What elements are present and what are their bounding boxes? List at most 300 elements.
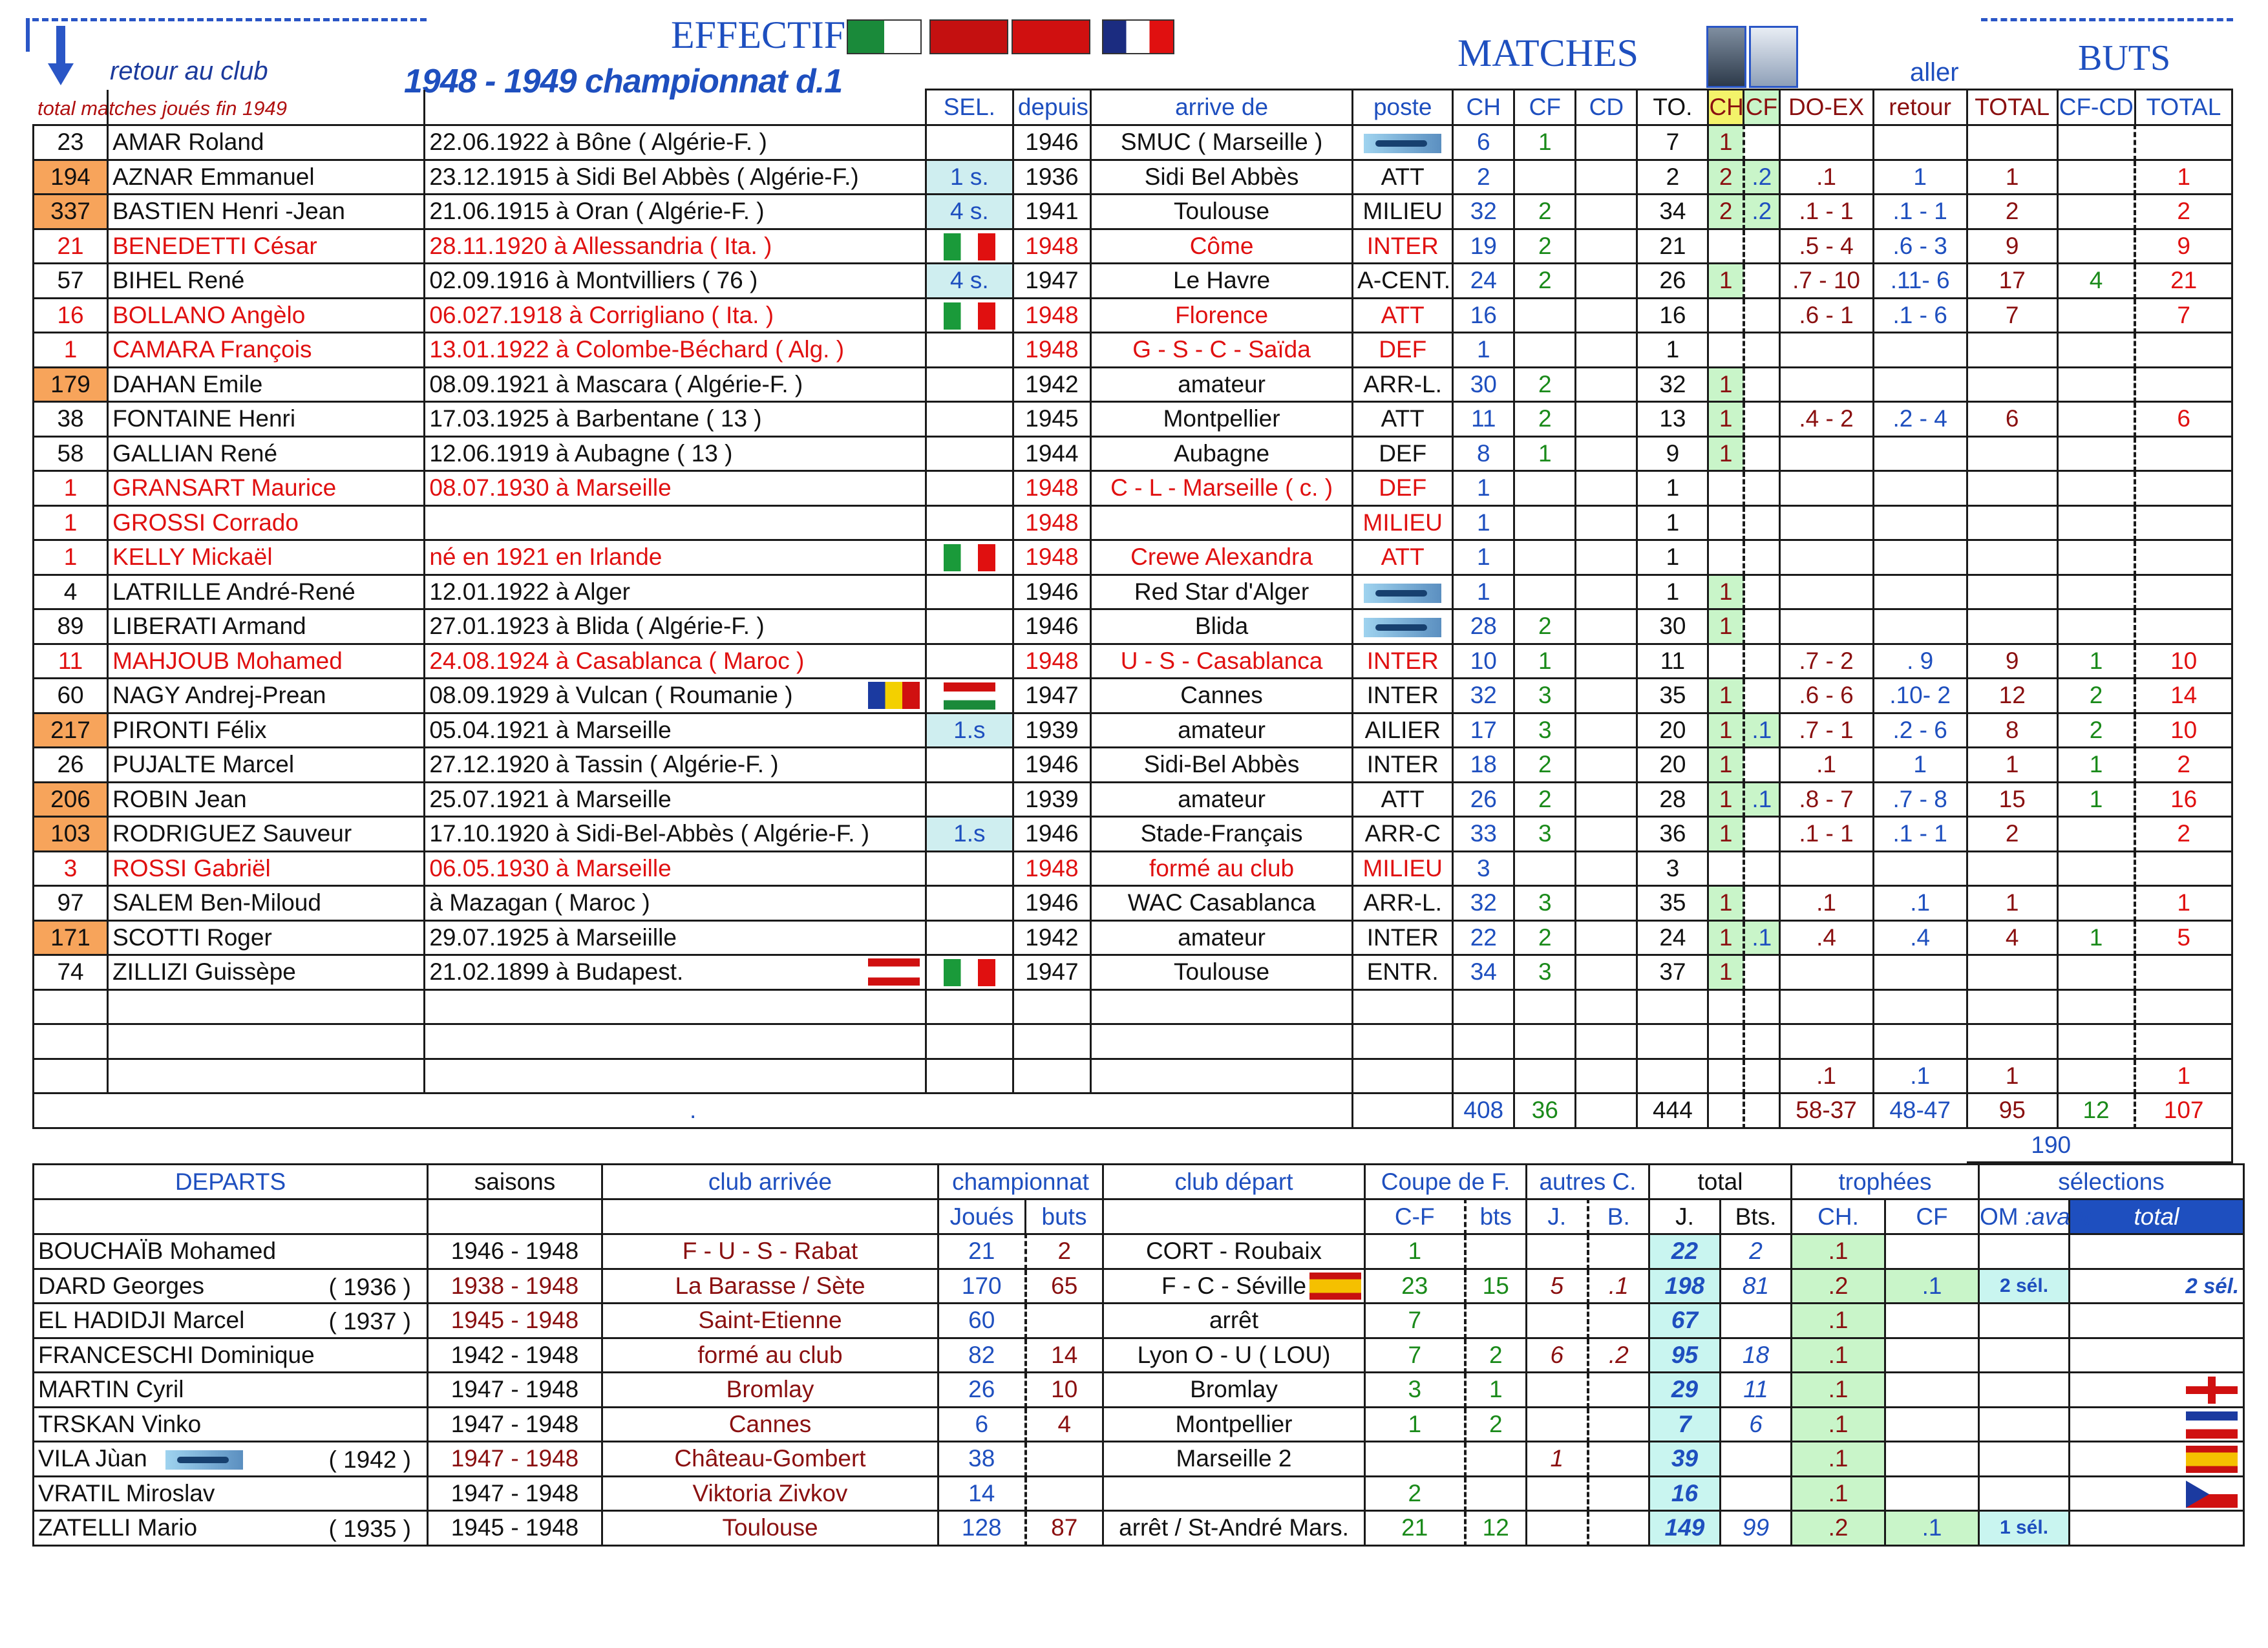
depart-sel-om	[1979, 1338, 2070, 1373]
goals-total: 12	[1967, 679, 2057, 713]
squad-cell	[425, 1059, 926, 1093]
cd-matches	[1576, 436, 1637, 471]
birth-info	[425, 471, 926, 506]
squad-cell	[34, 989, 108, 1024]
cf-matches	[1514, 298, 1576, 333]
ch-matches: 1	[1453, 505, 1514, 540]
selections	[926, 540, 1013, 575]
depart-club-depart	[1103, 1234, 1365, 1269]
down-arrow-icon[interactable]	[48, 26, 74, 85]
matches-count: 58	[34, 436, 108, 471]
squad-row[interactable]	[34, 505, 2232, 540]
grand-total-spacer	[34, 1128, 1967, 1163]
goals-doex: .1	[1779, 748, 1873, 783]
since-year: 1939	[1013, 782, 1090, 817]
squad-row[interactable]	[34, 920, 2232, 955]
airplane-icon	[1364, 584, 1441, 603]
selections: 1.s	[926, 817, 1013, 852]
birth-text: 08.09.1921 à Mascara ( Algérie-F. )	[429, 370, 803, 397]
matches-count: 16	[34, 298, 108, 333]
goals-doex: .7 - 1	[1779, 713, 1873, 748]
selections	[926, 886, 1013, 921]
col-poste: poste	[1353, 90, 1453, 125]
matches-count: 23	[34, 125, 108, 160]
ch-matches: 3	[1453, 851, 1514, 886]
squad-cell: .1	[1779, 1059, 1873, 1093]
algeria-flag-icon	[847, 19, 922, 54]
depart-buts: 10	[1026, 1373, 1103, 1408]
cf-matches: 1	[1514, 644, 1576, 679]
ch-matches: 22	[1453, 920, 1514, 955]
birth-info	[425, 125, 926, 160]
depart-name: FRANCESCHI Dominique	[38, 1341, 315, 1368]
goals-retour	[1873, 609, 1967, 644]
arrived-from: Le Havre	[1090, 264, 1352, 299]
birth-info	[425, 886, 926, 921]
depart-cf: 1	[1365, 1234, 1465, 1269]
goals-cfcd	[2057, 851, 2135, 886]
trophy-cf	[1744, 229, 1779, 264]
squad-row[interactable]	[34, 125, 2232, 160]
goals-grand-total: 1	[2135, 886, 2232, 921]
goals-total	[1967, 125, 2057, 160]
total-matches: 1	[1637, 505, 1708, 540]
championship-trophy-icon	[1706, 26, 1746, 88]
squad-row[interactable]	[34, 333, 2232, 368]
goals-retour	[1873, 436, 1967, 471]
player-name: KELLY Mickaël	[108, 540, 425, 575]
ch-matches: 28	[1453, 609, 1514, 644]
depart-autres-j: 5	[1527, 1269, 1588, 1304]
goals-retour	[1873, 367, 1967, 402]
cf-matches: 3	[1514, 817, 1576, 852]
player-name: RODRIGUEZ Sauveur	[108, 817, 425, 852]
trophy-ch	[1708, 540, 1744, 575]
birth-info	[425, 609, 926, 644]
depart-row[interactable]	[34, 1338, 2244, 1373]
aller-label: aller	[1910, 58, 1959, 87]
birth-text: à Mazagan ( Maroc )	[429, 889, 650, 916]
squad-cell	[1353, 989, 1453, 1024]
total-matches: 28	[1637, 782, 1708, 817]
ch-matches: 17	[1453, 713, 1514, 748]
depart-row[interactable]	[34, 1407, 2244, 1442]
arrived-from: amateur	[1090, 782, 1352, 817]
trophy-cf	[1744, 402, 1779, 437]
col-trophees-ch: CH.	[1792, 1199, 1885, 1234]
nationality-flag-icon	[944, 302, 995, 330]
squad-row[interactable]	[34, 609, 2232, 644]
position: MILIEU	[1353, 851, 1453, 886]
col-autres-b: B.	[1588, 1199, 1649, 1234]
matches-count: 57	[34, 264, 108, 299]
totals-ch: 408	[1453, 1093, 1514, 1128]
depart-club-depart-text: Montpellier	[1175, 1410, 1293, 1437]
departs-title: DEPARTS	[34, 1165, 428, 1199]
goals-retour	[1873, 333, 1967, 368]
matches-count: 194	[34, 160, 108, 195]
depart-trophy-cf	[1885, 1407, 1979, 1442]
cf-matches: 2	[1514, 367, 1576, 402]
squad-cell	[926, 1024, 1013, 1059]
ch-matches: 6	[1453, 125, 1514, 160]
depart-total-bts	[1721, 1304, 1792, 1338]
goals-total: 2	[1967, 195, 2057, 229]
trophy-cf: .1	[1744, 920, 1779, 955]
selections: 1 s.	[926, 160, 1013, 195]
col-ch: CH	[1453, 90, 1514, 125]
depart-row[interactable]	[34, 1304, 2244, 1338]
goals-doex	[1779, 955, 1873, 990]
position: INTER	[1353, 920, 1453, 955]
col-doex: DO-EX	[1779, 90, 1873, 125]
depart-total-bts	[1721, 1442, 1792, 1477]
goals-grand-total: 14	[2135, 679, 2232, 713]
depart-row[interactable]	[34, 1373, 2244, 1408]
depart-autres-j	[1527, 1476, 1588, 1511]
arrived-from: Cannes	[1090, 679, 1352, 713]
nationality-flag-icon	[2186, 1377, 2238, 1404]
position: ATT	[1353, 782, 1453, 817]
player-name: PUJALTE Marcel	[108, 748, 425, 783]
cf-matches: 2	[1514, 402, 1576, 437]
cd-matches	[1576, 298, 1637, 333]
depart-row[interactable]	[34, 1234, 2244, 1269]
squad-row[interactable]	[34, 748, 2232, 783]
ch-matches: 1	[1453, 540, 1514, 575]
depart-club-arrivee: La Barasse / Sète	[602, 1269, 938, 1304]
goals-total	[1967, 471, 2057, 506]
goals-grand-total: 16	[2135, 782, 2232, 817]
goals-grand-total	[2135, 436, 2232, 471]
retour-au-club-link[interactable]: retour au club	[110, 57, 268, 85]
col-retour: retour	[1873, 90, 1967, 125]
arrived-from: Sidi-Bel Abbès	[1090, 748, 1352, 783]
col-sel-avant: avant	[2031, 1203, 2090, 1230]
goals-retour	[1873, 851, 1967, 886]
depart-total-j: 39	[1649, 1442, 1721, 1477]
depart-player	[34, 1234, 428, 1269]
position: ARR-L.	[1353, 886, 1453, 921]
squad-row[interactable]	[34, 955, 2232, 990]
birth-info	[425, 713, 926, 748]
depart-name: BOUCHAÏB Mohamed	[38, 1238, 277, 1265]
matches-count: 179	[34, 367, 108, 402]
depart-row[interactable]	[34, 1511, 2244, 1546]
squad-cell	[1514, 1024, 1576, 1059]
cd-matches	[1576, 367, 1637, 402]
matches-count: 74	[34, 955, 108, 990]
arrived-from: Blida	[1090, 609, 1352, 644]
header-dashed-rule-left	[32, 18, 427, 21]
squad-cell	[926, 1059, 1013, 1093]
squad-row[interactable]	[34, 644, 2232, 679]
goals-doex	[1779, 436, 1873, 471]
squad-row[interactable]	[34, 575, 2232, 609]
since-year: 1946	[1013, 609, 1090, 644]
depart-total-j: 7	[1649, 1407, 1721, 1442]
birth-info	[425, 920, 926, 955]
goals-cfcd	[2057, 540, 2135, 575]
matches-count: 217	[34, 713, 108, 748]
arrived-from: Stade-Français	[1090, 817, 1352, 852]
squad-cell	[1744, 989, 1779, 1024]
ch-matches: 18	[1453, 748, 1514, 783]
cf-matches: 3	[1514, 679, 1576, 713]
goals-cfcd: 2	[2057, 679, 2135, 713]
depart-row[interactable]	[34, 1442, 2244, 1477]
squad-cell	[1967, 989, 2057, 1024]
depart-row[interactable]	[34, 1269, 2244, 1304]
position: DEF	[1353, 436, 1453, 471]
depart-trophy-cf	[1885, 1373, 1979, 1408]
position: ATT	[1353, 160, 1453, 195]
depart-autres-b: .1	[1588, 1269, 1649, 1304]
depart-buts: 87	[1026, 1511, 1103, 1546]
trophy-ch: 1	[1708, 713, 1744, 748]
squad-cell	[1744, 1024, 1779, 1059]
col-buts: buts	[1026, 1199, 1103, 1234]
trophy-cf	[1744, 609, 1779, 644]
matches-count: 11	[34, 644, 108, 679]
depart-cf: 3	[1365, 1373, 1465, 1408]
cf-matches: 2	[1514, 195, 1576, 229]
squad-row[interactable]	[34, 195, 2232, 229]
goals-cfcd	[2057, 817, 2135, 852]
goals-grand-total: 6	[2135, 402, 2232, 437]
col-total: TOTAL	[1967, 90, 2057, 125]
trophy-ch: 1	[1708, 609, 1744, 644]
since-year: 1945	[1013, 402, 1090, 437]
squad-row[interactable]	[34, 471, 2232, 506]
total-matches: 13	[1637, 402, 1708, 437]
spain-flag-icon	[1309, 1273, 1361, 1300]
birth-text: 08.07.1930 à Marseille	[429, 474, 672, 502]
goals-doex	[1779, 125, 1873, 160]
goals-total: 8	[1967, 713, 2057, 748]
goals-cfcd	[2057, 160, 2135, 195]
depart-autres-b: .2	[1588, 1338, 1649, 1373]
depart-autres-b	[1588, 1304, 1649, 1338]
goals-retour	[1873, 575, 1967, 609]
arrived-from: WAC Casablanca	[1090, 886, 1352, 921]
squad-row[interactable]	[34, 851, 2232, 886]
depart-player	[34, 1304, 428, 1338]
trophy-ch: 1	[1708, 886, 1744, 921]
total-matches: 30	[1637, 609, 1708, 644]
depart-seasons: 1947 - 1948	[428, 1407, 602, 1442]
ch-matches: 32	[1453, 195, 1514, 229]
birth-text: 05.04.1921 à Marseille	[429, 716, 672, 743]
depart-trophy-cf: .1	[1885, 1269, 1979, 1304]
trophy-ch	[1708, 851, 1744, 886]
depart-total-j: 22	[1649, 1234, 1721, 1269]
total-matches: 21	[1637, 229, 1708, 264]
squad-cell	[34, 1059, 108, 1093]
total-matches: 2	[1637, 160, 1708, 195]
trophy-ch: 1	[1708, 817, 1744, 852]
depart-trophy-ch: .1	[1792, 1373, 1885, 1408]
depart-trophy-ch: .1	[1792, 1476, 1885, 1511]
ch-matches: 34	[1453, 955, 1514, 990]
squad-cell	[1353, 1059, 1453, 1093]
player-name: LIBERATI Armand	[108, 609, 425, 644]
depart-player	[34, 1373, 428, 1408]
cd-matches	[1576, 540, 1637, 575]
squad-row[interactable]	[34, 402, 2232, 437]
goals-cfcd	[2057, 125, 2135, 160]
arrived-from: Crewe Alexandra	[1090, 540, 1352, 575]
since-year: 1947	[1013, 679, 1090, 713]
arrived-from: Toulouse	[1090, 955, 1352, 990]
goals-total: 4	[1967, 920, 2057, 955]
cd-matches	[1576, 229, 1637, 264]
position: INTER	[1353, 679, 1453, 713]
trophy-ch: 1	[1708, 402, 1744, 437]
col-total2: TOTAL	[2135, 90, 2232, 125]
cf-matches: 2	[1514, 782, 1576, 817]
depart-autres-j	[1527, 1304, 1588, 1338]
squad-cell	[1013, 1059, 1090, 1093]
depart-name: ZATELLI Mario	[38, 1514, 198, 1541]
goals-grand-total	[2135, 851, 2232, 886]
trophy-cf	[1744, 471, 1779, 506]
goals-retour: .2 - 4	[1873, 402, 1967, 437]
since-year: 1936	[1013, 160, 1090, 195]
squad-row[interactable]	[34, 160, 2232, 195]
squad-row[interactable]	[34, 540, 2232, 575]
depart-trophy-ch: .1	[1792, 1304, 1885, 1338]
depart-club-depart-text: arrêt	[1209, 1307, 1259, 1334]
squad-row[interactable]	[34, 782, 2232, 817]
col-to: TO.	[1637, 90, 1708, 125]
squad-row[interactable]	[34, 886, 2232, 921]
position: MILIEU	[1353, 505, 1453, 540]
position	[1353, 125, 1453, 160]
depart-cf-bts: 2	[1465, 1407, 1527, 1442]
selections	[926, 782, 1013, 817]
depart-autres-j	[1527, 1373, 1588, 1408]
goals-doex	[1779, 609, 1873, 644]
airplane-icon	[165, 1450, 243, 1470]
depart-club-depart	[1103, 1304, 1365, 1338]
col-sel-om: OM	[1980, 1203, 2019, 1230]
col-autres-coupes: autres C.	[1527, 1165, 1649, 1199]
depart-row[interactable]	[34, 1476, 2244, 1511]
total-matches: 1	[1637, 540, 1708, 575]
goals-cfcd: 1	[2057, 748, 2135, 783]
squad-row[interactable]	[34, 436, 2232, 471]
depart-year: ( 1936 )	[328, 1273, 411, 1300]
position: INTER	[1353, 748, 1453, 783]
since-year: 1944	[1013, 436, 1090, 471]
selections	[926, 644, 1013, 679]
selections	[926, 955, 1013, 990]
header-left-bracket	[26, 18, 30, 52]
birth-info	[425, 955, 926, 990]
goals-doex	[1779, 505, 1873, 540]
depart-club-depart-text: Lyon O - U ( LOU)	[1137, 1341, 1331, 1368]
depart-autres-j: 6	[1527, 1338, 1588, 1373]
goals-doex: .1 - 1	[1779, 195, 1873, 229]
goals-doex	[1779, 367, 1873, 402]
squad-row[interactable]	[34, 367, 2232, 402]
depart-club-arrivee: Toulouse	[602, 1511, 938, 1546]
since-year: 1948	[1013, 333, 1090, 368]
depart-cf-bts: 2	[1465, 1338, 1527, 1373]
squad-row[interactable]	[34, 264, 2232, 299]
squad-row[interactable]	[34, 229, 2232, 264]
squad-row[interactable]	[34, 679, 2232, 713]
matches-count: 1	[34, 505, 108, 540]
total-matches: 20	[1637, 748, 1708, 783]
depart-autres-b	[1588, 1511, 1649, 1546]
birth-text: 23.12.1915 à Sidi Bel Abbès ( Algérie-F.)	[429, 163, 859, 190]
depart-cf: 7	[1365, 1338, 1465, 1373]
total-matches: 1	[1637, 575, 1708, 609]
goals-grand-total	[2135, 125, 2232, 160]
goals-retour: .1 - 1	[1873, 195, 1967, 229]
col-bts: bts	[1465, 1199, 1527, 1234]
squad-cell: 1	[1967, 1059, 2057, 1093]
ch-matches: 16	[1453, 298, 1514, 333]
since-year: 1941	[1013, 195, 1090, 229]
squad-cell	[1967, 1024, 2057, 1059]
squad-row[interactable]	[34, 298, 2232, 333]
depart-player	[34, 1338, 428, 1373]
birth-text: 17.03.1925 à Barbentane ( 13 )	[429, 405, 762, 432]
goals-retour: .1	[1873, 886, 1967, 921]
totals-tch	[1708, 1093, 1744, 1128]
depart-autres-j: 1	[1527, 1442, 1588, 1477]
ch-matches: 2	[1453, 160, 1514, 195]
cup-trophy-icon	[1749, 26, 1798, 88]
position: INTER	[1353, 644, 1453, 679]
matches-count: 337	[34, 195, 108, 229]
depart-sel-om	[1979, 1407, 2070, 1442]
goals-doex: .1	[1779, 160, 1873, 195]
depart-club-arrivee: Cannes	[602, 1407, 938, 1442]
depart-cf-bts	[1465, 1442, 1527, 1477]
goals-total	[1967, 333, 2057, 368]
squad-blank-row	[34, 1024, 2232, 1059]
goals-doex: .1 - 1	[1779, 817, 1873, 852]
depart-total-bts: 6	[1721, 1407, 1792, 1442]
cd-matches	[1576, 817, 1637, 852]
squad-cell	[2057, 989, 2135, 1024]
ch-matches: 26	[1453, 782, 1514, 817]
matches-count: 1	[34, 471, 108, 506]
col-total-bts: Bts.	[1721, 1199, 1792, 1234]
matches-count: 97	[34, 886, 108, 921]
goals-grand-total: 7	[2135, 298, 2232, 333]
squad-row[interactable]	[34, 713, 2232, 748]
goals-cfcd	[2057, 505, 2135, 540]
depart-year: ( 1937 )	[328, 1308, 411, 1335]
trophy-ch: 1	[1708, 367, 1744, 402]
ch-matches: 1	[1453, 575, 1514, 609]
totals-dot: .	[34, 1093, 1353, 1128]
depart-total-bts: 81	[1721, 1269, 1792, 1304]
squad-cell	[2135, 989, 2232, 1024]
cd-matches	[1576, 195, 1637, 229]
selections	[926, 229, 1013, 264]
squad-cell	[1873, 1024, 1967, 1059]
squad-row[interactable]	[34, 817, 2232, 852]
totals-tcf	[1744, 1093, 1779, 1128]
depart-club-depart	[1103, 1476, 1365, 1511]
depart-joues: 170	[938, 1269, 1026, 1304]
